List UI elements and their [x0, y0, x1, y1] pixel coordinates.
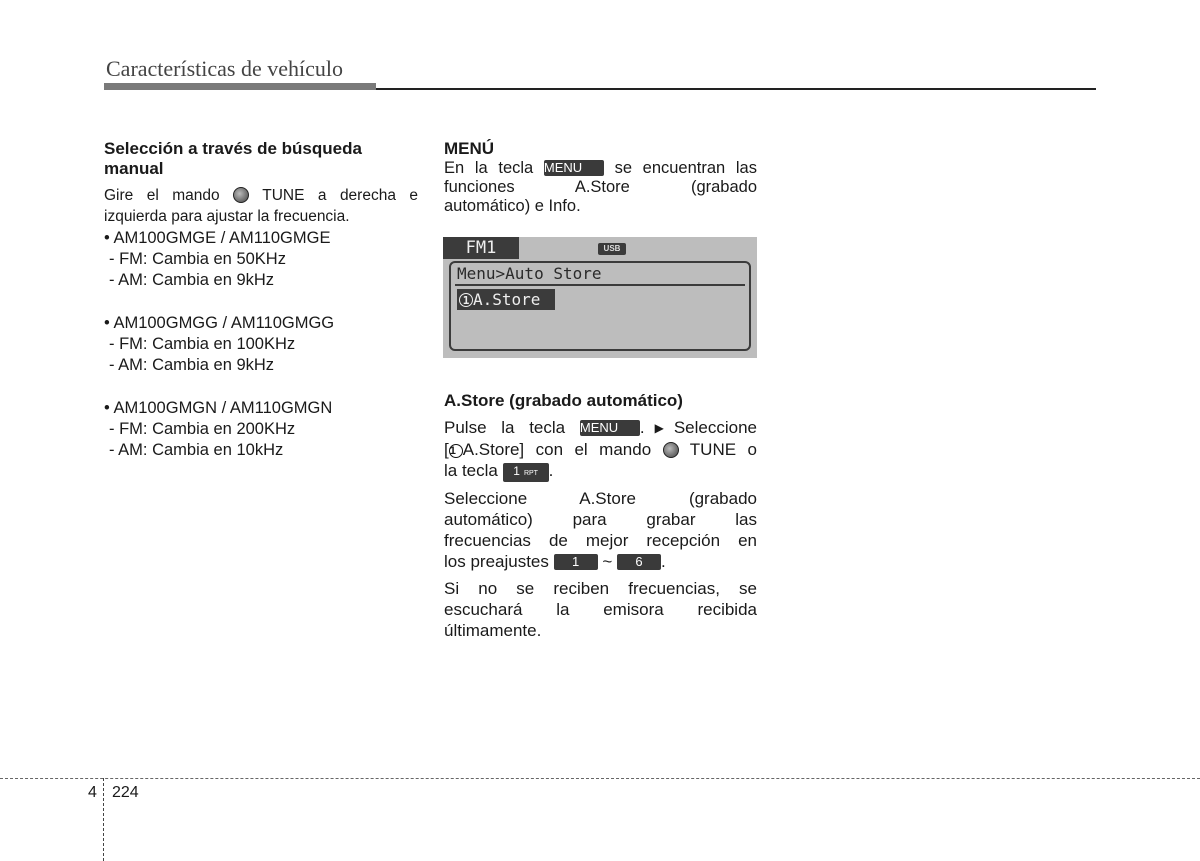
step-dot: .	[639, 418, 645, 437]
menu-text-a: En la tecla	[444, 159, 534, 177]
manual-search-heading: Selección a través de búsqueda manual	[104, 139, 362, 178]
preset-1-rpt-key-icon: 1 RPT	[503, 463, 549, 482]
preset-6-key-icon: 6	[617, 554, 661, 570]
tilde: ~	[602, 552, 613, 571]
fm-step: - FM: Cambia en 100KHz	[109, 335, 296, 353]
note-c: últimamente.	[444, 621, 542, 640]
step-text-c: A.Store] con el mando	[462, 440, 652, 459]
tune-instruction	[104, 185, 418, 227]
fm-step: - FM: Cambia en 50KHz	[109, 250, 286, 268]
selected-item-label: A.Store	[473, 290, 541, 309]
model-name: • AM100GMGG / AM110GMGG	[104, 314, 335, 332]
fm-step: - FM: Cambia en 200KHz	[109, 420, 296, 438]
astore-step-paragraph: Pulse la tecla MENU .▶Seleccione [1 A.Store] con el mando TUNE o la tecla 1 RPT .	[444, 418, 757, 480]
note-a: Si no se reciben frecuencias, se	[444, 579, 757, 598]
menu-path: Menu>Auto Store	[457, 264, 602, 283]
desc-a: Seleccione A.Store (grabado	[444, 489, 757, 508]
page-header-title: Características de vehículo	[106, 56, 344, 81]
am-step: - AM: Cambia en 10kHz	[109, 441, 284, 459]
band-tab: FM1	[443, 237, 519, 259]
bracket-open: [	[444, 440, 449, 459]
header-rule-thin	[376, 88, 1096, 90]
menu-paragraph	[444, 159, 757, 216]
model-group	[104, 313, 418, 376]
menu-key-icon: MENU	[544, 160, 604, 176]
preset-1-key-icon: 1	[554, 554, 598, 570]
model-group	[104, 228, 418, 291]
screen-frame	[449, 261, 751, 351]
footer-dashed-rule	[0, 778, 1200, 779]
astore-section	[444, 391, 757, 641]
circled-number-icon: 1	[459, 293, 473, 307]
tune-text-1: Gire el mando	[104, 187, 220, 204]
menu-text-b: se encuentran las	[614, 159, 757, 177]
menu-text-c: funciones A.Store (grabado	[444, 178, 757, 196]
screen-divider	[455, 284, 745, 286]
am-step: - AM: Cambia en 9kHz	[109, 271, 275, 289]
step-text-tune: TUNE o	[689, 440, 757, 459]
step-text-a: Pulse la tecla	[444, 418, 566, 437]
tune-knob-icon	[233, 187, 249, 203]
usb-icon: USB	[598, 243, 626, 255]
step-text-d: la tecla	[444, 461, 498, 480]
model-name: • AM100GMGE / AM110GMGE	[104, 229, 331, 247]
astore-heading: A.Store (grabado automático)	[444, 391, 683, 410]
circled-number-icon: 1	[449, 444, 463, 458]
model-group	[104, 398, 418, 461]
no-frequency-note	[444, 578, 757, 641]
selected-item	[457, 289, 555, 310]
header-rule-thick	[104, 83, 376, 90]
menu-text-d: automático) e Info.	[444, 197, 581, 215]
middle-column	[444, 139, 757, 216]
desc-d: los preajustes	[444, 552, 549, 571]
tune-knob-icon	[663, 442, 679, 458]
chapter-number: 4	[88, 784, 97, 801]
am-step: - AM: Cambia en 9kHz	[109, 356, 275, 374]
note-b: escuchará la emisora recibida	[444, 600, 757, 619]
footer-vertical-rule	[103, 778, 104, 861]
desc-b: automático) para grabar las	[444, 510, 757, 529]
left-column	[104, 139, 418, 461]
menu-key-icon: MENU	[580, 420, 640, 436]
page-number: 224	[112, 784, 139, 801]
model-name: • AM100GMGN / AM110GMGN	[104, 399, 333, 417]
triangle-arrow-icon: ▶	[644, 421, 674, 435]
step-text-b: Seleccione	[673, 418, 757, 437]
radio-display-screen	[443, 237, 757, 358]
tune-text-2: TUNE a derecha e	[262, 187, 419, 204]
desc-c: frecuencias de mejor recepción en	[444, 531, 757, 550]
tune-text-3: izquierda para ajustar la frecuencia.	[104, 208, 350, 225]
menu-heading: MENÚ	[444, 139, 495, 158]
astore-description: Seleccione A.Store (grabado automático) para grabar las frecuencias de mejor recepción en los preajustes 1 ~ 6 .	[444, 489, 757, 571]
